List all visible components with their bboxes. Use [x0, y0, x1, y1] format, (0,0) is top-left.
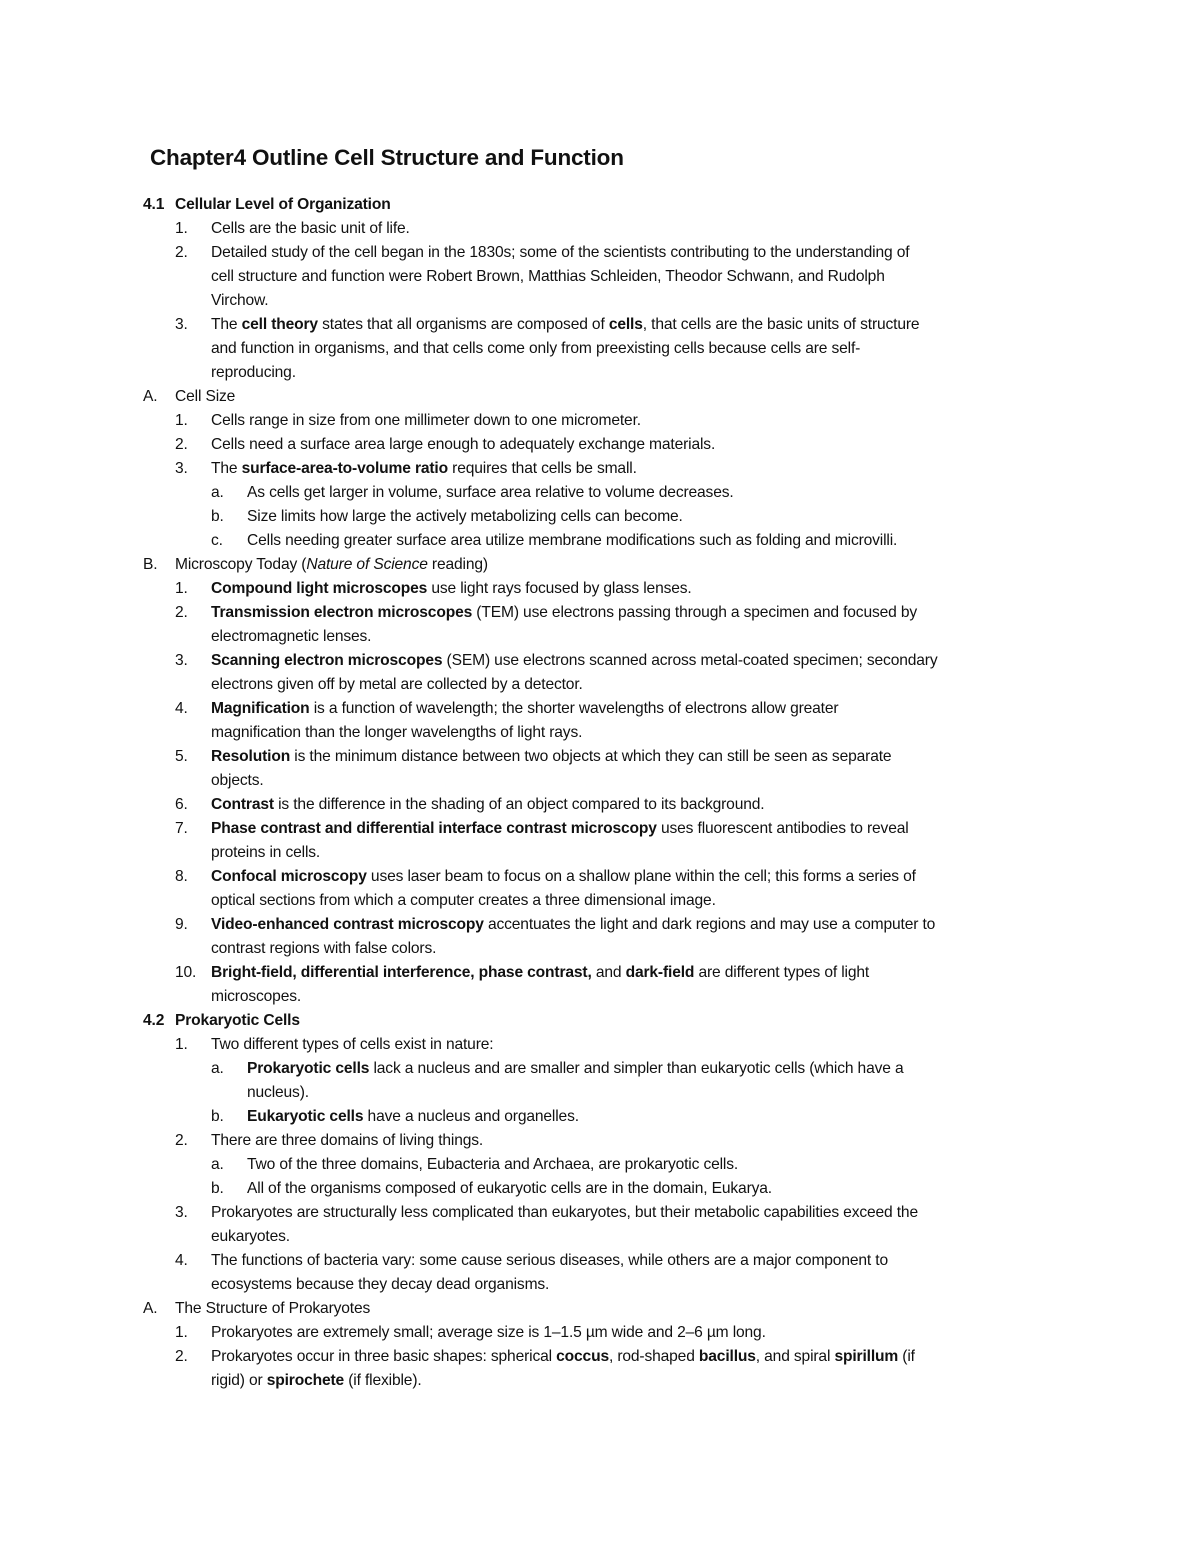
list-text: Detailed study of the cell began in the 1830s; some of the scientists contributing to the understanding of: [211, 244, 910, 261]
list-marker: a.: [211, 484, 224, 501]
list-text: Cells are the basic unit of life.: [211, 220, 410, 237]
list-text: Size limits how large the actively metabolizing cells can become.: [247, 508, 683, 525]
list-text: nucleus).: [247, 1084, 309, 1101]
list-text: Prokaryotes are extremely small; average size is 1–1.5 µm wide and 2–6 µm long.: [211, 1324, 766, 1341]
list-marker: 3.: [175, 652, 188, 669]
list-marker: 1.: [175, 1036, 188, 1053]
list-text: microscopes.: [211, 988, 302, 1005]
list-item: [0, 865, 1200, 889]
list-item-continuation: [0, 289, 1200, 313]
section-heading: [0, 193, 1200, 217]
list-marker: 2.: [175, 1132, 188, 1149]
list-item: [0, 817, 1200, 841]
sub-list-item: [0, 481, 1200, 505]
list-marker: A.: [143, 1300, 158, 1317]
list-item: [0, 409, 1200, 433]
list-text: cell structure and function were Robert Brown, Matthias Schleiden, Theodor Schwann, and Rudolph: [211, 268, 885, 285]
page-title: Chapter4 Outline Cell Structure and Function: [150, 145, 624, 170]
list-marker: b.: [211, 508, 224, 525]
sub-list-item: [0, 1153, 1200, 1177]
sub-list-item: [0, 529, 1200, 553]
list-text: Resolution is the minimum distance between two objects at which they can still be seen as separate: [211, 748, 892, 765]
list-item-continuation: [0, 889, 1200, 913]
list-marker: 4.2: [143, 1012, 165, 1029]
list-text: Phase contrast and differential interface contrast microscopy uses fluorescent antibodies to reveal: [211, 820, 909, 837]
list-text: The Structure of Prokaryotes: [175, 1300, 371, 1317]
list-item-continuation: [0, 1225, 1200, 1249]
list-text: There are three domains of living things.: [211, 1132, 484, 1149]
list-marker: 3.: [175, 316, 188, 333]
list-item-continuation: [0, 841, 1200, 865]
list-text: magnification than the longer wavelengths of light rays.: [211, 724, 583, 741]
list-text: Transmission electron microscopes (TEM) use electrons passing through a specimen and focused by: [211, 604, 918, 621]
list-text: Cells needing greater surface area utilize membrane modifications such as folding and microvilli.: [247, 532, 898, 549]
list-marker: 6.: [175, 796, 188, 813]
list-text: Prokaryotic Cells: [175, 1012, 300, 1029]
list-item-continuation: [0, 673, 1200, 697]
list-text: All of the organisms composed of eukaryotic cells are in the domain, Eukarya.: [247, 1180, 772, 1197]
sub-list-item: [0, 1057, 1200, 1081]
list-text: The cell theory states that all organisms are composed of cells, that cells are the basic units of structure: [211, 316, 920, 333]
list-marker: 8.: [175, 868, 188, 885]
list-text: reproducing.: [211, 364, 296, 381]
list-item: [0, 961, 1200, 985]
list-item-continuation: [0, 721, 1200, 745]
list-item: [0, 1345, 1200, 1369]
list-text: objects.: [211, 772, 264, 789]
list-item: [0, 241, 1200, 265]
subsection-heading: [0, 553, 1200, 577]
list-text: Cellular Level of Organization: [175, 196, 391, 213]
list-text: Cells need a surface area large enough to adequately exchange materials.: [211, 436, 716, 453]
list-item: [0, 745, 1200, 769]
list-text: Compound light microscopes use light rays focused by glass lenses.: [211, 580, 692, 597]
list-text: As cells get larger in volume, surface area relative to volume decreases.: [247, 484, 734, 501]
list-text: electrons given off by metal are collected by a detector.: [211, 676, 583, 693]
list-text: Cell Size: [175, 388, 236, 405]
list-text: Contrast is the difference in the shading of an object compared to its background.: [211, 796, 765, 813]
list-text: Scanning electron microscopes (SEM) use electrons scanned across metal-coated specimen; secondary: [211, 652, 938, 669]
list-item: [0, 433, 1200, 457]
list-marker: 4.: [175, 1252, 188, 1269]
list-marker: 4.1: [143, 196, 165, 213]
list-marker: 2.: [175, 436, 188, 453]
list-text: Virchow.: [211, 292, 269, 309]
section-heading: [0, 1009, 1200, 1033]
list-text: The functions of bacteria vary: some cause serious diseases, while others are a major component to: [211, 1252, 888, 1269]
list-item: [0, 601, 1200, 625]
list-item-continuation: [0, 985, 1200, 1009]
list-text: Confocal microscopy uses laser beam to focus on a shallow plane within the cell; this forms a series of: [211, 868, 916, 885]
list-marker: 1.: [175, 220, 188, 237]
list-item: [0, 697, 1200, 721]
list-item: [0, 913, 1200, 937]
list-text: electromagnetic lenses.: [211, 628, 372, 645]
list-marker: 3.: [175, 460, 188, 477]
list-text: Two of the three domains, Eubacteria and Archaea, are prokaryotic cells.: [247, 1156, 739, 1173]
list-item-continuation: [0, 265, 1200, 289]
list-text: Video-enhanced contrast microscopy accentuates the light and dark regions and may use a computer to: [211, 916, 936, 933]
sub-list-item: [0, 1105, 1200, 1129]
list-text: proteins in cells.: [211, 844, 321, 861]
list-text: eukaryotes.: [211, 1228, 290, 1245]
list-text: Microscopy Today (Nature of Science reading): [175, 556, 488, 573]
list-text: Prokaryotes occur in three basic shapes: spherical coccus, rod-shaped bacillus, and spiral spirillum (if: [211, 1348, 915, 1365]
list-text: Cells range in size from one millimeter down to one micrometer.: [211, 412, 641, 429]
list-marker: 5.: [175, 748, 188, 765]
list-item-continuation: [0, 1369, 1200, 1393]
list-item-continuation: [0, 625, 1200, 649]
outline-list: [0, 193, 1200, 1393]
list-marker: a.: [211, 1156, 224, 1173]
list-item-continuation: [0, 1273, 1200, 1297]
list-text: optical sections from which a computer creates a three dimensional image.: [211, 892, 716, 909]
list-text: Prokaryotic cells lack a nucleus and are smaller and simpler than eukaryotic cells (which have a: [247, 1060, 904, 1077]
list-marker: 1.: [175, 580, 188, 597]
subsection-heading: [0, 1297, 1200, 1321]
list-marker: B.: [143, 556, 158, 573]
list-marker: 2.: [175, 1348, 188, 1365]
sub-list-item-continuation: [0, 1081, 1200, 1105]
list-item: [0, 1249, 1200, 1273]
list-item: [0, 457, 1200, 481]
list-text: and function in organisms, and that cells come only from preexisting cells because cells are self-: [211, 340, 861, 357]
subsection-heading: [0, 385, 1200, 409]
list-marker: a.: [211, 1060, 224, 1077]
list-marker: 2.: [175, 604, 188, 621]
list-marker: c.: [211, 532, 223, 549]
list-text: Eukaryotic cells have a nucleus and organelles.: [247, 1108, 579, 1125]
list-marker: 9.: [175, 916, 188, 933]
list-marker: 7.: [175, 820, 188, 837]
list-item-continuation: [0, 769, 1200, 793]
list-text: Prokaryotes are structurally less complicated than eukaryotes, but their metabolic capabilities exceed the: [211, 1204, 918, 1221]
list-item: [0, 649, 1200, 673]
list-marker: 4.: [175, 700, 188, 717]
list-item: [0, 1033, 1200, 1057]
list-text: Magnification is a function of wavelength; the shorter wavelengths of electrons allow greater: [211, 700, 839, 717]
list-marker: b.: [211, 1180, 224, 1197]
list-marker: A.: [143, 388, 158, 405]
list-item-continuation: [0, 361, 1200, 385]
list-text: Bright-field, differential interference, phase contrast, and dark-field are different types of light: [211, 964, 870, 981]
list-item: [0, 313, 1200, 337]
list-item-continuation: [0, 937, 1200, 961]
list-text: contrast regions with false colors.: [211, 940, 437, 957]
list-text: ecosystems because they decay dead organisms.: [211, 1276, 550, 1293]
list-item-continuation: [0, 337, 1200, 361]
list-item: [0, 1129, 1200, 1153]
list-marker: 3.: [175, 1204, 188, 1221]
list-item: [0, 793, 1200, 817]
sub-list-item: [0, 1177, 1200, 1201]
list-marker: 2.: [175, 244, 188, 261]
list-item: [0, 217, 1200, 241]
list-item: [0, 1201, 1200, 1225]
list-item: [0, 1321, 1200, 1345]
sub-list-item: [0, 505, 1200, 529]
list-marker: 1.: [175, 412, 188, 429]
list-text: The surface-area-to-volume ratio requires that cells be small.: [211, 460, 637, 477]
list-item: [0, 577, 1200, 601]
list-marker: 10.: [175, 964, 197, 981]
list-text: rigid) or spirochete (if flexible).: [211, 1372, 422, 1389]
list-marker: 1.: [175, 1324, 188, 1341]
list-text: Two different types of cells exist in nature:: [211, 1036, 494, 1053]
list-marker: b.: [211, 1108, 224, 1125]
